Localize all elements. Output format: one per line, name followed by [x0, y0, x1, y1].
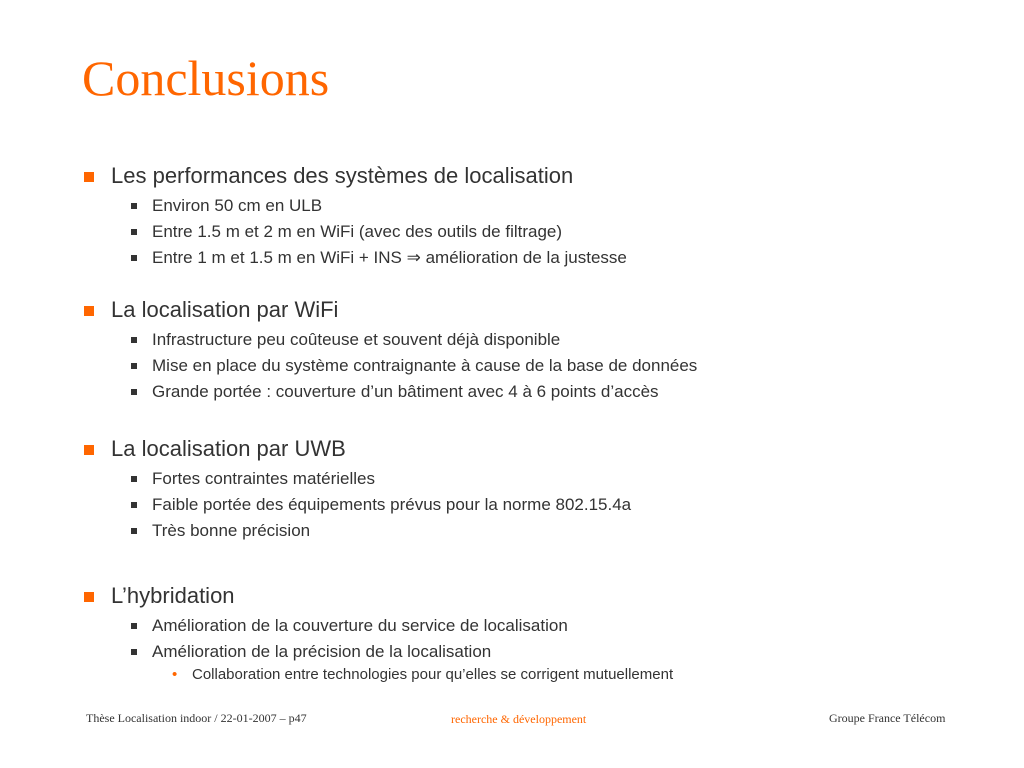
bullet-text: Amélioration de la couverture du service de localisation — [152, 616, 568, 635]
orange-dot-bullet-icon: • — [172, 666, 178, 683]
footer-right: Groupe France Télécom — [829, 711, 946, 725]
bullet-text: Entre 1.5 m et 2 m en WiFi (avec des outils de filtrage) — [152, 222, 563, 241]
bullet-text: Mise en place du système contraignante à cause de la base de données — [152, 356, 698, 375]
square-bullet-icon — [131, 229, 137, 235]
slide-title: Conclusions — [82, 50, 330, 106]
square-bullet-icon — [131, 389, 137, 395]
bullet-text: Fortes contraintes matérielles — [152, 469, 375, 488]
orange-square-bullet-icon — [84, 172, 94, 182]
section-heading: La localisation par UWB — [111, 436, 346, 461]
orange-square-bullet-icon — [84, 445, 94, 455]
square-bullet-icon — [131, 476, 137, 482]
bullet-text: Grande portée : couverture d’un bâtiment avec 4 à 6 points d’accès — [152, 382, 659, 401]
section-heading: La localisation par WiFi — [111, 297, 339, 322]
square-bullet-icon — [131, 649, 137, 655]
square-bullet-icon — [131, 203, 137, 209]
bullet-text: Environ 50 cm en ULB — [152, 196, 323, 215]
bullet-text: Collaboration entre technologies pour qu’elles se corrigent mutuellement — [192, 666, 674, 683]
bullet-text: Très bonne précision — [152, 521, 311, 540]
square-bullet-icon — [131, 363, 137, 369]
orange-square-bullet-icon — [84, 306, 94, 316]
footer-left: Thèse Localisation indoor / 22-01-2007 – p47 — [86, 711, 307, 725]
bullet-text: Entre 1 m et 1.5 m en WiFi + INS ⇒ amélioration de la justesse — [152, 248, 627, 267]
bullet-text: Faible portée des équipements prévus pour la norme 802.15.4a — [152, 495, 632, 514]
bullet-text: Infrastructure peu coûteuse et souvent déjà disponible — [152, 330, 561, 349]
square-bullet-icon — [131, 337, 137, 343]
square-bullet-icon — [131, 255, 137, 261]
section-heading: Les performances des systèmes de localisation — [111, 163, 574, 188]
orange-square-bullet-icon — [84, 592, 94, 602]
footer-center: recherche & développement — [451, 712, 587, 726]
square-bullet-icon — [131, 623, 137, 629]
square-bullet-icon — [131, 502, 137, 508]
square-bullet-icon — [131, 528, 137, 534]
section-heading: L’hybridation — [111, 583, 235, 608]
bullet-text: Amélioration de la précision de la localisation — [152, 642, 492, 661]
